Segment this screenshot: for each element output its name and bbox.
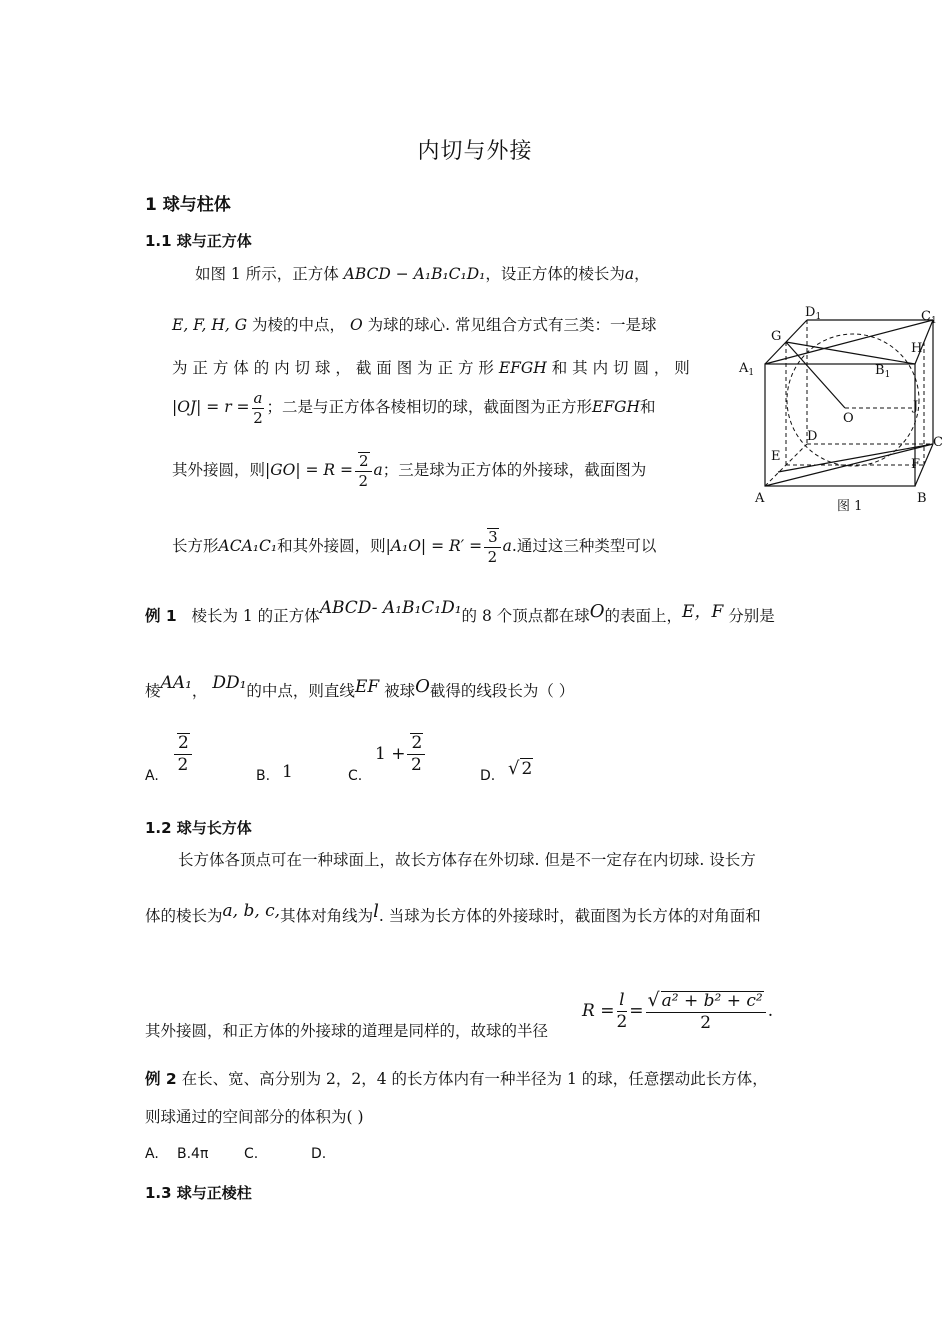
para1-line5: 其外接圆，则 |GO| = R = $\frac{2}{2}$ a ；三是球为正方体的外接球，截面图为 (172, 452, 647, 490)
ex2-option-a: A. (145, 1146, 159, 1162)
para1-line2: E, F, H, G 为棱的中点， O 为球的球心. 常见组合方式有三类：一是球 (172, 316, 657, 334)
ex1-option-a-label: A. (145, 768, 159, 784)
ex1-option-d-value: √ 2 (508, 758, 533, 779)
ex1-option-a-value: $\frac{2}{2}$ (172, 733, 194, 774)
label-C: C (933, 435, 943, 450)
ex1-option-d-label: D. (480, 768, 496, 784)
section-heading-1-1: 1.1 球与正方体 (145, 232, 252, 250)
figure-caption: 图 1 (837, 499, 863, 514)
section-heading-1-2: 1.2 球与长方体 (145, 819, 252, 837)
label-E: E (771, 449, 781, 464)
label-C1: $C_1$ (921, 309, 937, 326)
para2-line1: 长方体各顶点可在一种球面上，故长方体存在外切球. 但是不一定存在内切球. 设长方 (178, 851, 756, 869)
label-O: O (843, 411, 854, 426)
example2-line1: 例 2 在长、宽、高分别为 2，2，4 的长方体内有一种半径为 1 的球，任意摆动此长方体， (145, 1070, 768, 1088)
label-B: B (917, 491, 927, 506)
ex1-option-b-value: 1 (282, 762, 293, 782)
para2-line3: 其外接圆，和正方体的外接球的道理是同样的，故球的半径 (145, 1022, 549, 1040)
figure-1-cube (735, 300, 945, 518)
ex1-option-c-label: C. (348, 768, 363, 784)
ex2-option-b: B.4π (177, 1146, 209, 1162)
label-G: G (771, 329, 782, 344)
example2-line2: 则球通过的空间部分的体积为( ) (145, 1108, 364, 1126)
label-D: D (807, 429, 818, 444)
para1-line1: 如图 1 所示，正方体 ABCD − A₁B₁C₁D₁，设正方体的棱长为a， (195, 265, 650, 283)
label-B1: $B_1$ (875, 363, 891, 380)
page-title: 内切与外接 (417, 139, 533, 164)
label-H: H (911, 341, 923, 356)
label-J: J (913, 399, 919, 414)
example1-line2: 棱AA₁， DD₁的中点，则直线EF 被球O截得的线段长为（ ） (145, 673, 575, 700)
para1-line6: 长方形 ACA₁C₁ 和其外接圆，则 |A₁O| = R′ = $\frac{3}{2}$ a .通过这三种类型可以 (172, 528, 657, 566)
section-heading-1-3: 1.3 球与正棱柱 (145, 1184, 252, 1202)
para2-line2: 体的棱长为a, b, c,其体对角线为l. 当球为长方体的外接球时，截面图为长方体的对角面和 (145, 901, 761, 925)
label-A: A (755, 491, 765, 506)
ex1-option-c-value: 1 + $\frac{2}{2}$ (375, 733, 427, 774)
ex1-option-b-label: B. (256, 768, 271, 784)
label-F: F (911, 457, 921, 472)
para1-line4: |OJ| = r = $\frac{a}{2}$ ；二是与正方体各棱相切的球，截面图为正方形 EFGH 和 (172, 389, 656, 427)
label-A1: $A_1$ (739, 361, 755, 378)
radius-formula: R = $\frac{l}{2}$ = $\frac{\text{√ a² + b² + c²}}{2}$ . (582, 989, 774, 1033)
section-heading-1: 1 球与柱体 (145, 195, 231, 215)
ex2-option-c: C. (244, 1146, 259, 1162)
label-D1: $D_1$ (805, 305, 822, 322)
example1-line1: 例 1 棱长为 1 的正方体ABCD- A₁B₁C₁D₁的 8 个顶点都在球O的表面上，E，F 分别是 (145, 598, 775, 625)
ex2-option-d: D. (311, 1146, 327, 1162)
para1-line3: 为 正 方 体 的 内 切 球 ， 截 面 图 为 正 方 形 EFGH 和 其 内 切 圆 ， 则 (172, 359, 690, 377)
